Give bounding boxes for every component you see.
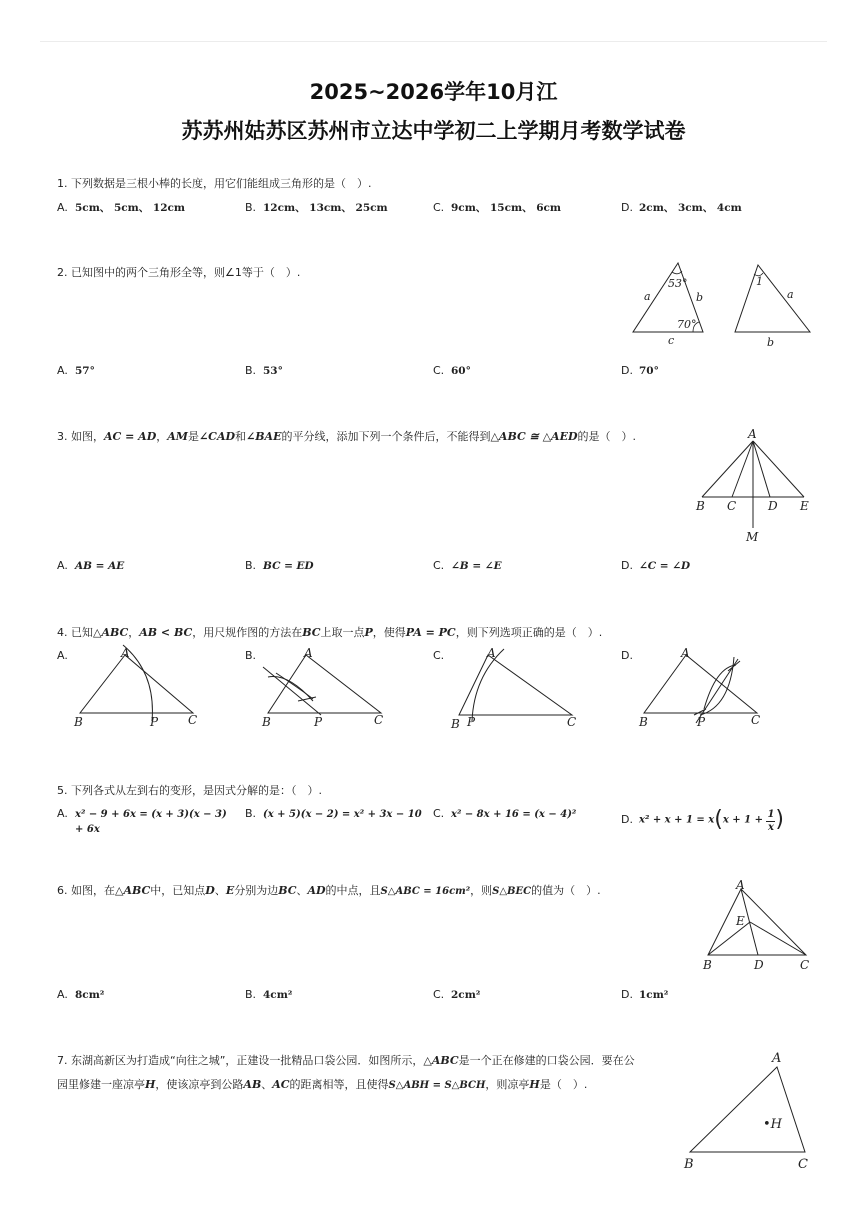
- question-7-line2: 园里修建一座凉亭H，使该凉亭到公路AB、AC的距离相等，且使得S△ABH = S△BCH，则凉亭H是（ ）.: [57, 1078, 588, 1091]
- q6-point-b-label: B: [703, 958, 712, 972]
- q2-right-side-b-label: b: [767, 336, 775, 349]
- q1-option-c[interactable]: C. 9cm、 15cm、 6cm: [433, 201, 562, 214]
- q6-option-b[interactable]: B. 4cm²: [245, 988, 293, 1001]
- q6-figure: [698, 877, 818, 977]
- q7-point-b-label: B: [684, 1157, 694, 1172]
- q2-right-side-a-label: a: [787, 288, 794, 301]
- q4-option-d-figure[interactable]: [634, 643, 774, 733]
- question-5-stem: 5. 下列各式从左到右的变形，是因式分解的是：（ ）.: [57, 784, 322, 797]
- q4c-point-p-label: P: [467, 715, 476, 729]
- q6-point-d-label: D: [754, 958, 764, 972]
- q2-option-b[interactable]: B. 53°: [245, 364, 283, 377]
- q7-point-h-label: •H: [763, 1117, 783, 1132]
- q4-option-b-figure[interactable]: [258, 643, 398, 733]
- q3-point-a-label: A: [748, 427, 757, 441]
- q4c-point-b-label: B: [451, 717, 460, 731]
- q1-option-b[interactable]: B. 12cm、 13cm、 25cm: [245, 201, 388, 214]
- q2-angle-70-label: 70°: [677, 318, 697, 331]
- q5-option-c[interactable]: C. x² − 8x + 16 = (x − 4)²: [433, 807, 577, 820]
- q4d-point-c-label: C: [751, 713, 761, 727]
- question-7-line1: 7. 东湖高新区为打造成“向往之城”，正建设一批精品口袋公园．如图所示，△ABC是一个正在修建的口袋公园．要在公: [57, 1054, 635, 1067]
- q7-point-a-label: A: [772, 1051, 782, 1066]
- q2-angle-53-label: 53°: [668, 277, 688, 290]
- paren-close: ): [775, 806, 785, 832]
- q4-option-d-label[interactable]: D.: [621, 649, 633, 662]
- q3-option-d[interactable]: D. ∠C = ∠D: [621, 559, 691, 572]
- q2-right-triangle: [735, 265, 810, 332]
- q2-option-d[interactable]: D. 70°: [621, 364, 659, 377]
- fraction: $\frac{1}{x}$: [767, 809, 775, 833]
- question-2-stem: 2. 已知图中的两个三角形全等，则∠1等于（ ）.: [57, 266, 301, 279]
- q6-option-c[interactable]: C. 2cm²: [433, 988, 481, 1001]
- q3-point-e-label: E: [800, 499, 809, 513]
- q2-option-a[interactable]: A. 57°: [57, 364, 95, 377]
- q3-point-c-label: C: [727, 499, 737, 513]
- question-6-stem: 6. 如图，在△ABC中，已知点D、E分别为边BC、AD的中点，且S△ABC = 16cm²，则S△BEC的值为（ ）.: [57, 884, 601, 897]
- q4b-point-b-label: B: [262, 715, 271, 729]
- paren-open: (: [714, 806, 723, 832]
- page-title-line1: 2025~2026学年10月江: [309, 80, 558, 104]
- question-4-stem: 4. 已知△ABC，AB < BC，用尺规作图的方法在BC上取一点P，使得PA = PC，则下列选项正确的是（ ）.: [57, 626, 603, 639]
- question-1-stem: 1. 下列数据是三根小棒的长度，用它们能组成三角形的是（ ）.: [57, 177, 372, 190]
- q3-option-b[interactable]: B. BC = ED: [245, 559, 314, 572]
- q6-option-d[interactable]: D. 1cm²: [621, 988, 669, 1001]
- top-divider: [40, 41, 827, 42]
- q7-point-c-label: C: [798, 1157, 808, 1172]
- q4-option-c-label[interactable]: C.: [433, 649, 445, 662]
- q2-angle-1-label: 1: [756, 275, 763, 288]
- q4-option-a-label[interactable]: A.: [57, 649, 68, 662]
- q3-point-m-label: M: [746, 530, 759, 544]
- q4d-point-p-label: P: [697, 715, 706, 729]
- q4c-point-c-label: C: [567, 715, 577, 729]
- q3-point-b-label: B: [696, 499, 705, 513]
- q6-point-a-label: A: [736, 878, 745, 892]
- q6-option-a[interactable]: A. 8cm²: [57, 988, 105, 1001]
- q6-point-c-label: C: [800, 958, 810, 972]
- q4-option-b-label[interactable]: B.: [245, 649, 257, 662]
- q1-option-d[interactable]: D. 2cm、 3cm、 4cm: [621, 201, 742, 214]
- q5-option-a[interactable]: A. x² − 9 + 6x = (x + 3)(x − 3) + 6x: [57, 807, 227, 835]
- q1-option-a[interactable]: A. 5cm、 5cm、 12cm: [57, 201, 186, 214]
- q3-option-c[interactable]: C. ∠B = ∠E: [433, 559, 502, 572]
- q2-triangles-figure: [625, 258, 820, 348]
- q3-option-a[interactable]: A. AB = AE: [57, 559, 125, 572]
- q4a-point-a-label: A: [121, 646, 130, 660]
- q7-figure: [680, 1046, 820, 1176]
- question-3-stem: 3. 如图，AC = AD，AM是∠CAD和∠BAE的平分线，添加下列一个条件后，不能得到△ABC ≅ △AED的是（ ）.: [57, 430, 636, 443]
- q3-figure: [690, 424, 820, 549]
- q4a-point-c-label: C: [188, 713, 198, 727]
- q4-option-a-figure[interactable]: [70, 643, 210, 733]
- q6-point-e-label: E: [736, 914, 745, 928]
- q4d-point-a-label: A: [681, 646, 690, 660]
- q3-point-d-label: D: [768, 499, 778, 513]
- page-title-line2: 苏苏州姑苏区苏州市立达中学初二上学期月考数学试卷: [181, 119, 686, 143]
- q4b-point-c-label: C: [374, 713, 384, 727]
- q4d-point-b-label: B: [639, 715, 648, 729]
- q2-side-b-label: b: [696, 291, 704, 304]
- q4b-point-a-label: A: [304, 646, 313, 660]
- q2-side-a-label: a: [644, 290, 651, 303]
- q2-angle-arc-top: [672, 271, 682, 274]
- q4-option-c-figure[interactable]: [446, 643, 586, 733]
- q4c-point-a-label: A: [487, 646, 496, 660]
- q4a-point-p-label: P: [150, 715, 159, 729]
- q2-side-c-label: c: [668, 334, 675, 347]
- q4a-point-b-label: B: [74, 715, 83, 729]
- q2-option-c[interactable]: C. 60°: [433, 364, 471, 377]
- q5-option-d[interactable]: D. x² + x + 1 = x(x + 1 + $\frac{1}{x}$ ): [621, 806, 785, 833]
- q4b-point-p-label: P: [314, 715, 323, 729]
- q5-option-b[interactable]: B. (x + 5)(x − 2) = x² + 3x − 10: [245, 807, 422, 820]
